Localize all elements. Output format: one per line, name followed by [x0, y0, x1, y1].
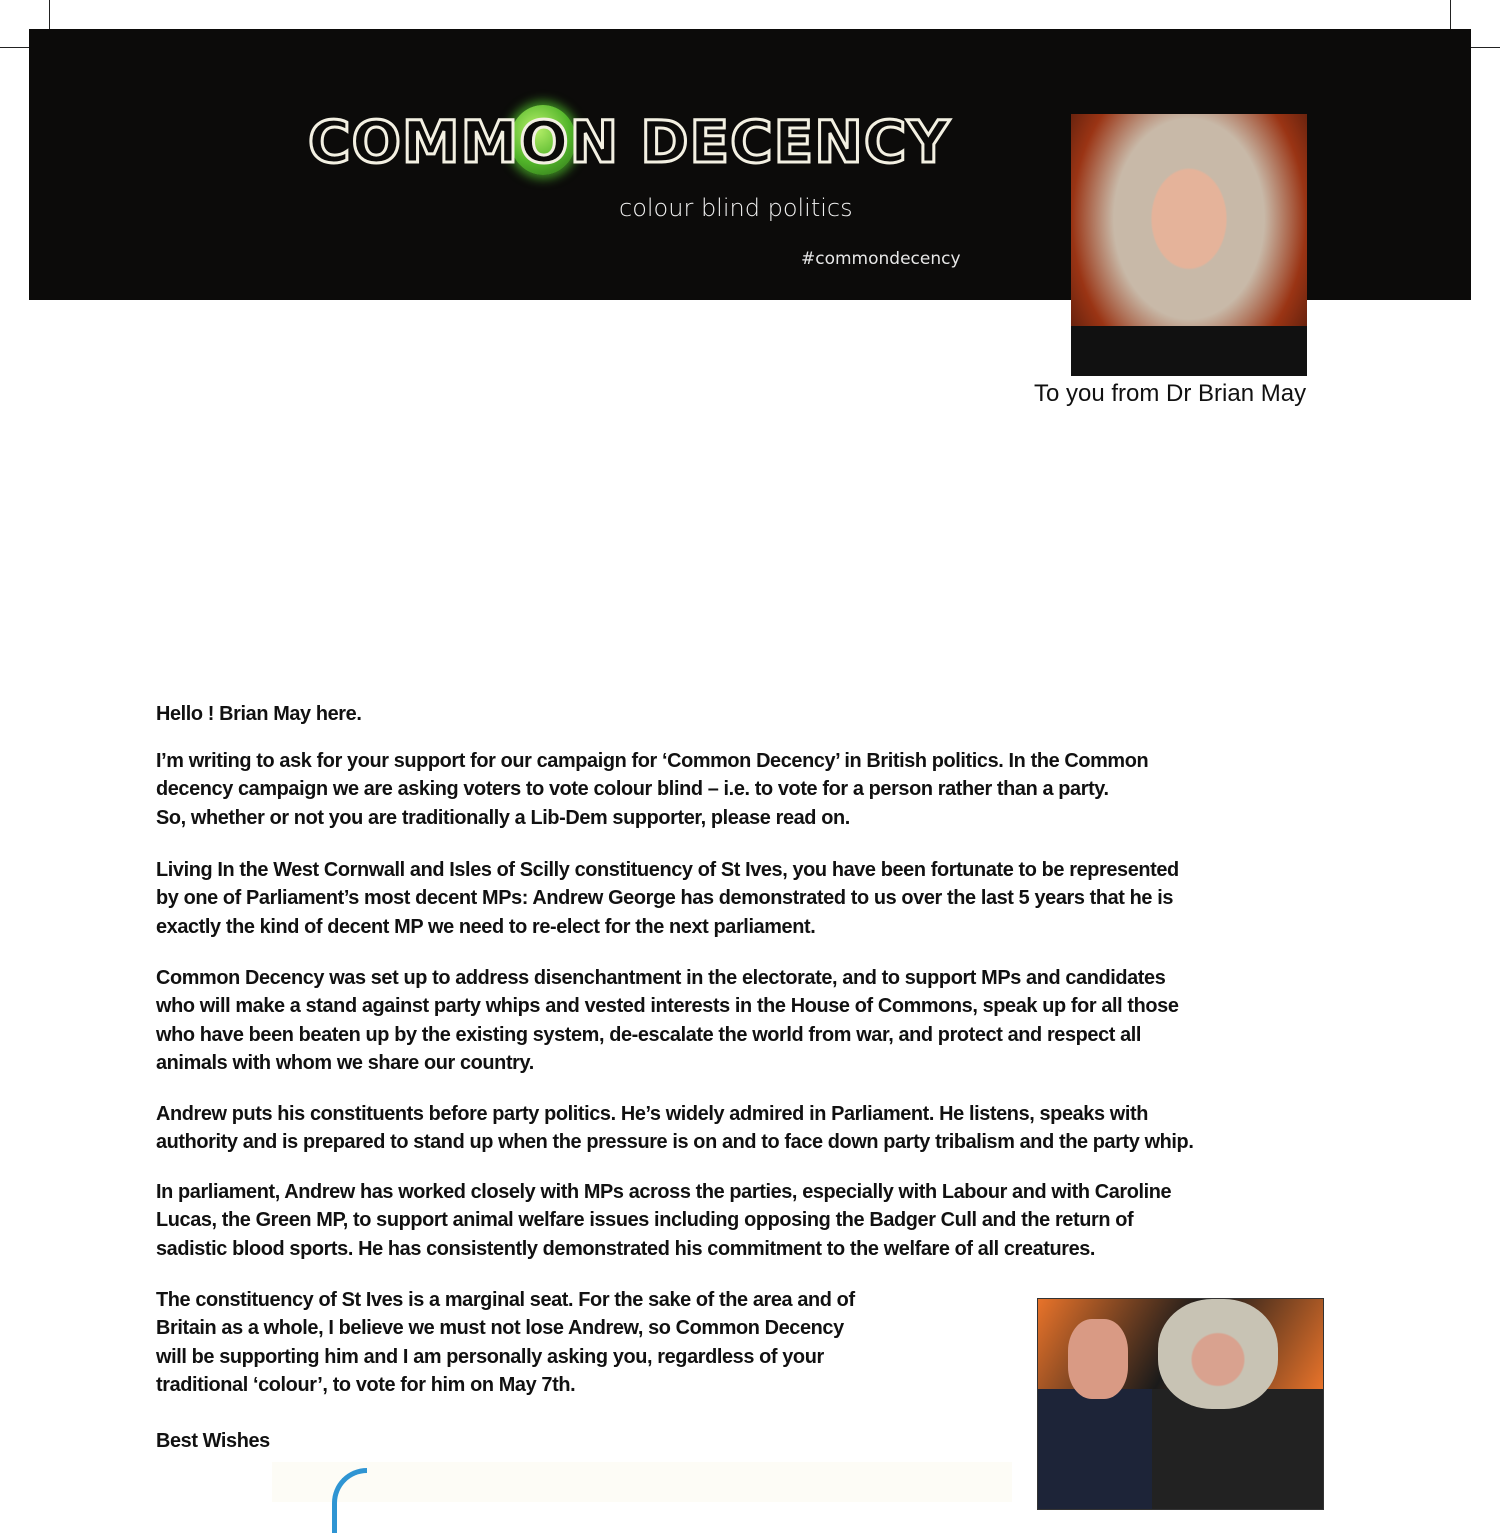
portrait-photo [1071, 114, 1307, 376]
paragraph-2 [156, 856, 1179, 941]
text-line: exactly the kind of decent MP we need to re-elect for the next parliament. [156, 914, 816, 938]
text-line: Lucas, the Green MP, to support animal welfare issues including opposing the Badger Cull and the return of [156, 1208, 1134, 1232]
greeting [156, 700, 361, 728]
text-line: who will make a stand against party whips and vested interests in the House of Commons, speak up for all those [156, 994, 1179, 1018]
paragraph-6 [156, 1286, 855, 1399]
person-face [1158, 1299, 1278, 1409]
text-line: I’m writing to ask for your support for our campaign for ‘Common Decency’ in British politics. In the Common [156, 749, 1149, 772]
text-line: Britain as a whole, I believe we must not lose Andrew, so Common Decency [156, 1316, 844, 1340]
signoff [156, 1427, 270, 1455]
paragraph-5 [156, 1178, 1171, 1263]
text-line: Living In the West Cornwall and Isles of Scilly constituency of St Ives, you have been fortunate to be represented [156, 858, 1179, 881]
photo-caption: To you from Dr Brian May [1034, 380, 1307, 407]
person-face [1068, 1319, 1128, 1399]
text-line: So, whether or not you are traditionally a Lib-Dem supporter, please read on. [156, 805, 850, 829]
portrait-shirt [1071, 326, 1307, 376]
tagline: colour blind politics [619, 194, 853, 222]
paragraph-3 [156, 964, 1179, 1077]
text-line: will be supporting him and I am personally asking you, regardless of your [156, 1344, 824, 1368]
text-line: In parliament, Andrew has worked closely with MPs across the parties, especially with Labour and with Caroline [156, 1180, 1172, 1203]
text-line: authority and is prepared to stand up when the pressure is on and to face down party tribalism and the party whip. [156, 1130, 1194, 1154]
text-line: Andrew puts his constituents before party politics. He’s widely admired in Parliament. He listens, speaks with [156, 1102, 1148, 1125]
text-line: Common Decency was set up to address disenchantment in the electorate, and to support MPs and candidates [156, 966, 1166, 989]
signoff-line: Best Wishes [156, 1429, 270, 1452]
campaign-photo [1037, 1298, 1324, 1510]
text-line: The constituency of St Ives is a marginal seat. For the sake of the area and of [156, 1288, 855, 1311]
signature-stroke [332, 1468, 367, 1533]
paragraph-4 [156, 1100, 1193, 1157]
greeting-line: Hello ! Brian May here. [156, 702, 362, 725]
text-line: by one of Parliament’s most decent MPs: Andrew George has demonstrated to us over the last 5 years that he is [156, 886, 1174, 910]
text-line: sadistic blood sports. He has consistently demonstrated his commitment to the welfare of all creatures. [156, 1236, 1096, 1260]
text-line: animals with whom we share our country. [156, 1050, 534, 1074]
text-line: traditional ‘colour’, to vote for him on May 7th. [156, 1372, 576, 1396]
signature [272, 1462, 1012, 1502]
logo: COMMON DECENCY [308, 108, 951, 176]
text-line: who have been beaten up by the existing system, de-escalate the world from war, and protect and respect all [156, 1022, 1142, 1046]
paragraph-1 [156, 747, 1148, 832]
text-line: decency campaign we are asking voters to vote colour blind – i.e. to vote for a person rather than a party. [156, 777, 1109, 801]
hashtag: #commondecency [801, 249, 961, 269]
